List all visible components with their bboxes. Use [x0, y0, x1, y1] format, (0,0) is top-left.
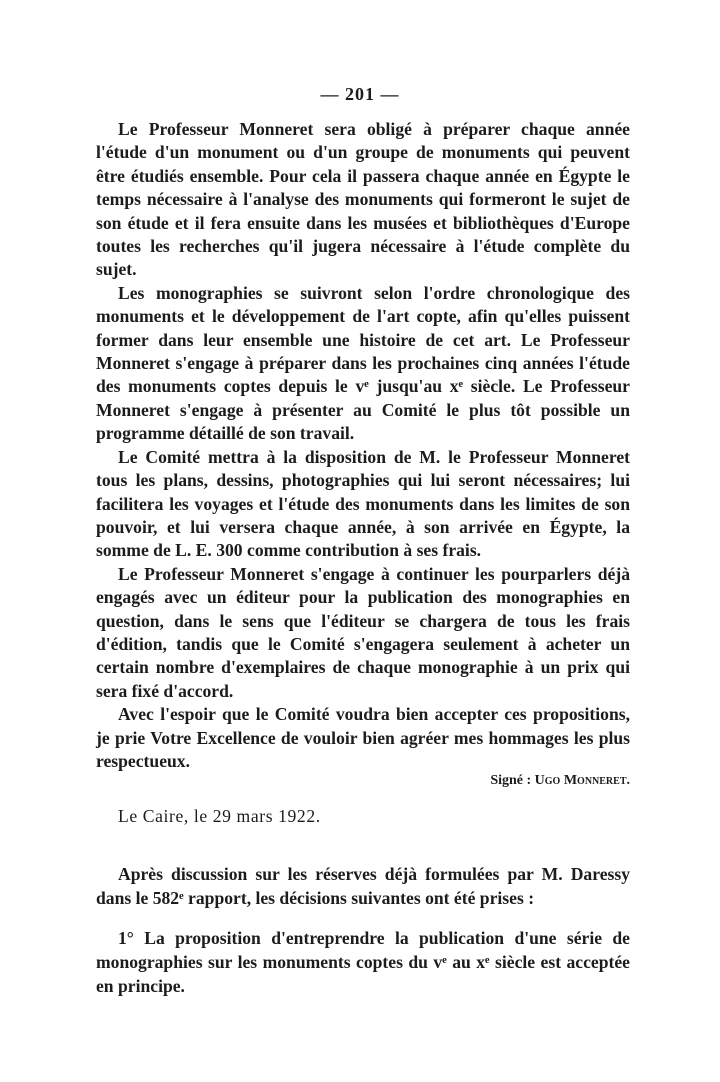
- decisions-intro: Après discussion sur les réserves déjà formulées par M. Daressy dans le 582ᵉ rapport, les décisions suivantes ont été prises :: [96, 864, 630, 908]
- letter-body: [96, 118, 630, 773]
- dateline: Le Caire, le 29 mars 1922.: [118, 806, 321, 826]
- paragraph-2: Les monographies se suivront selon l'ordre chronologique des monuments et le développement de l'art copte, afin qu'elles puissent former dans leur ensemble une histoire de cet art. Le Professeur Monneret s'engage à préparer dans les prochaines cinq années l'étude des monuments coptes depuis le vᵉ jusqu'au xᵉ siècle. Le Professeur Monneret s'engage à présenter au Comité le plus tôt possible un programme détaillé de son travail.: [96, 282, 630, 444]
- paragraph-4: Le Professeur Monneret s'engage à continuer les pourparlers déjà engagés avec un éditeur pour la publication des monographies en question, dans le sens que l'éditeur se chargera de tous les frais d'édition, tandis que le Comité s'engagera seulement à acheter un certain nombre d'exemplaires de chaque monographie à un prix qui sera fixé d'accord.: [96, 563, 630, 701]
- signature: [455, 773, 630, 789]
- decision-1: 1° La proposition d'entreprendre la publication d'une série de monographies sur les monuments coptes du vᵉ au xᵉ siècle est acceptée en principe.: [96, 928, 630, 996]
- signature-label: Signé :: [490, 773, 532, 788]
- paragraph-5: Avec l'espoir que le Comité voudra bien accepter ces propositions, je prie Votre Excellence de vouloir bien agréer mes hommages les plus respectueux.: [96, 704, 630, 771]
- decisions-section: [96, 862, 630, 998]
- page-number: — 201 —: [320, 84, 400, 104]
- signature-name: Ugo Monneret.: [534, 773, 630, 788]
- paragraph-3: Le Comité mettra à la disposition de M. le Professeur Monneret tous les plans, dessins, photographies qui lui seront nécessaires; lui facilitera les voyages et l'étude des monuments dans les limites de son pouvoir, et lui versera chaque année, à son arrivée en Égypte, la somme de L. E. 300 comme contribution à ses frais.: [96, 446, 630, 561]
- paragraph-1: Le Professeur Monneret sera obligé à préparer chaque année l'étude d'un monument ou d'un groupe de monuments qui peuvent être étudiés ensemble. Pour cela il passera chaque année en Égypte le temps nécessaire à l'analyse des monuments qui formeront le sujet de son étude et il fera ensuite dans les musées et bibliothèques d'Europe toutes les recherches qu'il jugera nécessaire à l'étude complète du sujet.: [96, 119, 630, 280]
